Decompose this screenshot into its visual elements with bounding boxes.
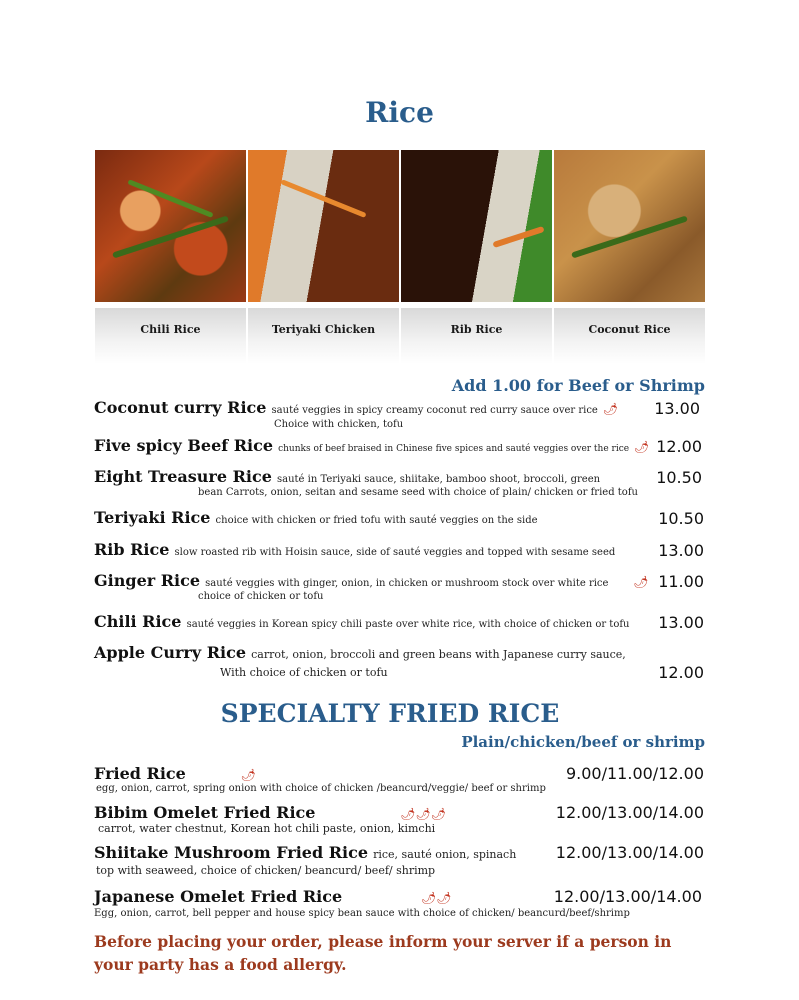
item-description-inline: rice, sauté onion, spinach [373,848,517,861]
item-name: Ginger Rice [94,571,201,590]
chili-icon: 🌶 [633,575,649,589]
photo-caption: Rib Rice [401,308,552,364]
photo-caption: Coconut Rice [554,308,705,364]
item-name: Apple Curry Rice [94,643,247,662]
menu-item [94,843,706,877]
specialty-section-title: SPECIALTY FRIED RICE [220,699,560,728]
item-name: Shiitake Mushroom Fried Rice [94,843,369,862]
item-name: Japanese Omelet Fried Rice [94,887,343,906]
chili-icon: 🌶 [602,402,619,416]
photo-caption: Chili Rice [95,308,246,364]
item-name: Bibim Omelet Fried Rice [94,803,316,822]
item-description-line2: With choice of chicken or tofu [220,666,388,679]
item-price: 11.00 [658,572,704,591]
chili-rice-photo [95,150,246,302]
menu-item [94,612,706,631]
item-description: choice with chicken or fried tofu with sauté veggies on the side [215,515,538,526]
item-name: Rib Rice [94,540,170,559]
chili-icon: 🌶 [240,768,257,782]
item-price: 10.50 [656,468,702,487]
item-price: 12.00/13.00/14.00 [555,803,704,822]
item-description-line2: bean Carrots, onion, seitan and sesame seed with choice of plain/ chicken or fried tofu [198,487,638,498]
photo-caption: Teriyaki Chicken [248,308,399,364]
menu-item [94,571,706,602]
item-price: 12.00/13.00/14.00 [555,843,704,862]
item-price: 9.00/11.00/12.00 [565,764,704,783]
item-name: Five spicy Beef Rice [94,436,273,455]
photo-captions [95,308,705,364]
item-name: Eight Treasure Rice [94,467,272,486]
item-description: slow roasted rib with Hoisin sauce, side of sauté veggies and topped with sesame seed [174,547,616,558]
item-description-line2: choice of chicken or tofu [198,591,324,602]
menu-item [94,398,706,430]
item-price: 12.00 [658,663,704,682]
chili-icon: 🌶🌶🌶 [400,807,447,821]
rib-rice-photo [401,150,552,302]
menu-item [94,803,706,835]
item-price: 12.00 [656,437,702,456]
coconut-rice-photo [554,150,705,302]
item-description: sauté veggies in spicy creamy coconut red curry sauce over rice [271,405,598,416]
item-description: Egg, onion, carrot, bell pepper and house spicy bean sauce with choice of chicken/ beancurd/beef/shrimp [94,908,630,919]
menu-item [94,540,706,559]
item-description: chunks of beef braised in Chinese five spices and sauté veggies over the rice [278,444,630,454]
menu-item [94,436,706,455]
photo-strip [95,150,705,302]
item-name: Teriyaki Rice [94,508,211,527]
menu-item [94,643,706,682]
item-price: 13.00 [658,541,704,560]
item-price: 10.50 [658,509,704,528]
item-price: 12.00/13.00/14.00 [553,887,702,906]
item-description: sauté veggies with ginger, onion, in chicken or mushroom stock over white rice [205,578,609,589]
item-description: egg, onion, carrot, spring onion with choice of chicken /beancurd/veggie/ beef or shrimp [96,783,546,794]
menu-item [94,887,706,919]
protein-options-note: Plain/chicken/beef or shrimp [461,733,705,751]
item-price: 13.00 [658,613,704,632]
allergy-notice: Before placing your order, please inform your server if a person in your party has a food allergy. [94,932,672,974]
item-description: carrot, water chestnut, Korean hot chili paste, onion, kimchi [98,822,436,835]
page-title: Rice [365,96,434,129]
item-name: Chili Rice [94,612,182,631]
teriyaki-chicken-photo [248,150,399,302]
item-description: top with seaweed, choice of chicken/ beancurd/ beef/ shrimp [96,864,436,877]
item-description-line2: Choice with chicken, tofu [274,419,404,430]
item-name: Coconut curry Rice [94,398,267,417]
item-description: carrot, onion, broccoli and green beans with Japanese curry sauce, [251,648,626,661]
item-description: sauté in Teriyaki sauce, shiitake, bamboo shoot, broccoli, green [276,474,601,485]
chili-icon: 🌶🌶 [421,891,452,905]
item-name: Fried Rice [94,764,186,783]
menu-item [94,508,706,527]
add-beef-shrimp-note: Add 1.00 for Beef or Shrimp [451,376,705,395]
chili-icon: 🌶 [634,440,650,454]
item-price: 13.00 [654,399,700,418]
menu-item [94,467,706,498]
menu-item [94,764,706,794]
item-description: sauté veggies in Korean spicy chili paste over white rice, with choice of chicken or tofu [186,619,630,630]
